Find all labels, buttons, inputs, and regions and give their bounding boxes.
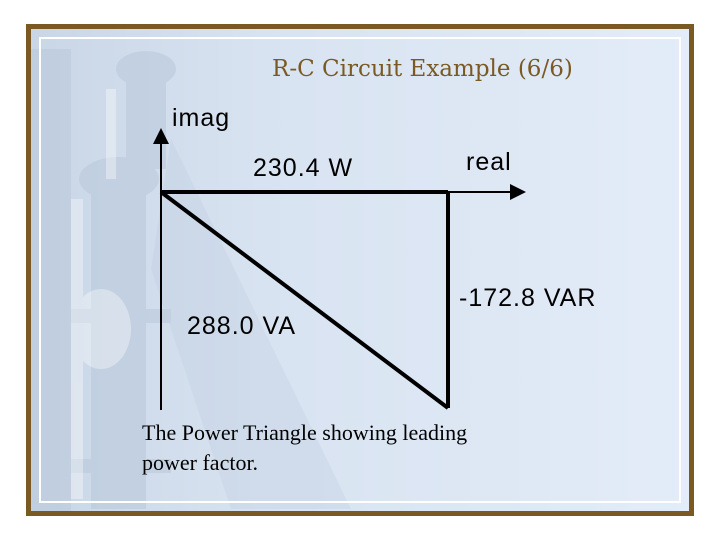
caption-line-1: The Power Triangle showing leading xyxy=(142,420,468,445)
real-power-label: 230.4 W xyxy=(253,154,354,182)
apparent-power-label: 288.0 VA xyxy=(187,312,297,340)
caption-line-2: power factor. xyxy=(142,450,259,475)
apparent-power-side xyxy=(161,192,448,408)
slide-title: R-C Circuit Example (6/6) xyxy=(272,56,573,82)
real-axis-label: real xyxy=(466,148,512,176)
caption xyxy=(142,418,602,478)
reactive-power-label: -172.8 VAR xyxy=(459,284,597,312)
imag-axis-label: imag xyxy=(172,104,231,132)
